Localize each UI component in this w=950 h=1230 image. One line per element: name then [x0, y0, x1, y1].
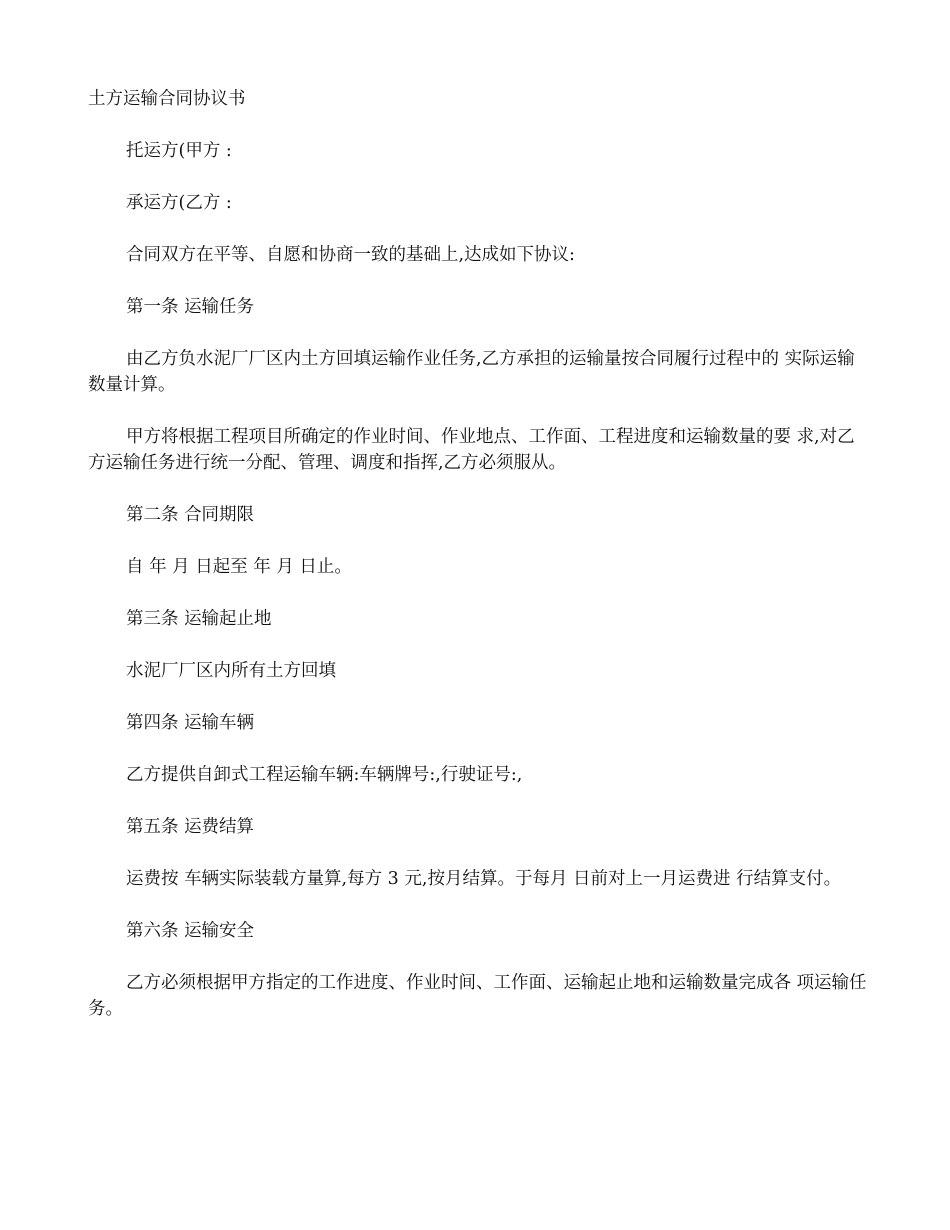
article-6-paragraph-1: 乙方必须根据甲方指定的工作进度、作业时间、工作面、运输起止地和运输数量完成各 项运输任务。: [88, 973, 867, 1019]
consignor-line: 托运方(甲方 :: [126, 141, 232, 161]
article-1-paragraph-1: 由乙方负水泥厂厂区内土方回填运输作业任务,乙方承担的运输量按合同履行过程中的 实际运输数量计算。: [88, 349, 855, 395]
intro-paragraph: 合同双方在平等、自愿和协商一致的基础上,达成如下协议:: [126, 245, 575, 265]
article-4-paragraph-1: 乙方提供自卸式工程运输车辆:车辆牌号:,行驶证号:,: [126, 765, 523, 785]
article-4-heading: 第四条 运输车辆: [126, 713, 255, 733]
document-title: 土方运输合同协议书: [88, 89, 246, 109]
article-3-heading: 第三条 运输起止地: [126, 609, 272, 629]
article-5-paragraph-1: 运费按 车辆实际装载方量算,每方 3 元,按月结算。于每月 日前对上一月运费进 行结算支付。: [126, 869, 842, 889]
article-3-paragraph-1: 水泥厂厂区内所有土方回填: [126, 661, 336, 681]
article-2-heading: 第二条 合同期限: [126, 505, 255, 525]
article-2-paragraph-1: 自 年 月 日起至 年 月 日止。: [126, 557, 352, 577]
article-1-heading: 第一条 运输任务: [126, 297, 255, 317]
article-5-heading: 第五条 运费结算: [126, 817, 255, 837]
document-body: [88, 86, 868, 1048]
article-6-heading: 第六条 运输安全: [126, 921, 255, 941]
article-1-paragraph-2: 甲方将根据工程项目所确定的作业时间、作业地点、工作面、工程进度和运输数量的要 求,对乙方运输任务进行统一分配、管理、调度和指挥,乙方必须服从。: [88, 427, 855, 473]
carrier-line: 承运方(乙方 :: [126, 193, 232, 213]
